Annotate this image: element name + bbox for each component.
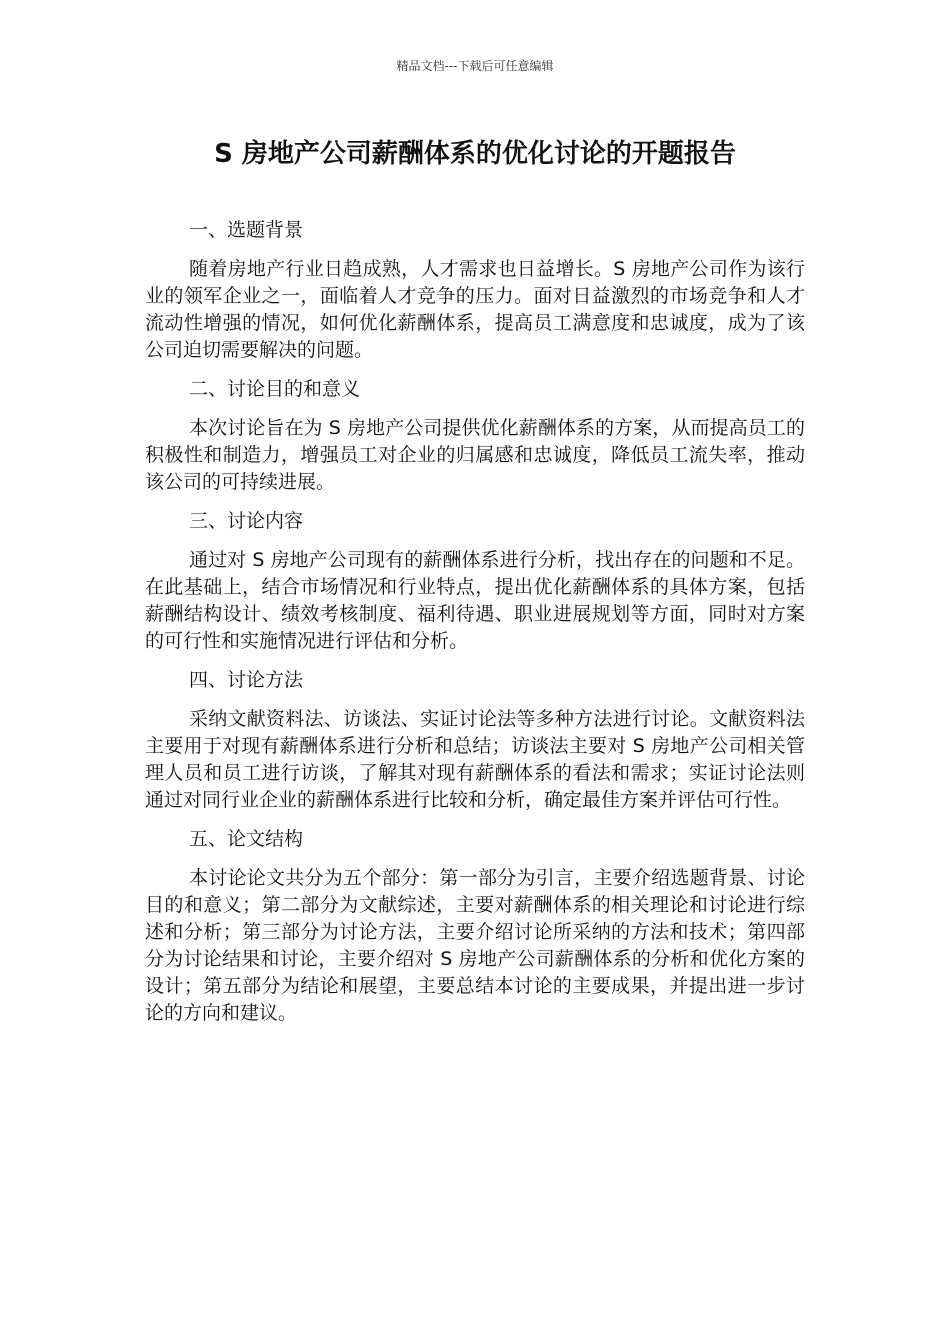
section-background bbox=[145, 217, 805, 364]
section-purpose bbox=[145, 376, 805, 496]
section-paragraph: 本讨论论文共分为五个部分：第一部分为引言，主要介绍选题背景、讨论目的和意义；第二部分为文献综述，主要对薪酬体系的相关理论和讨论进行综述和分析；第三部分为讨论方法，主要介绍讨论所采纳的方法和技术；第四部分为讨论结果和讨论，主要介绍对 S 房地产公司薪酬体系的分析和优化方案的设计；第五部分为结论和展望，主要总结本讨论的主要成果，并提出进一步讨论的方向和建议。 bbox=[145, 867, 805, 1024]
section-heading: 一、选题背景 bbox=[189, 219, 304, 241]
document-title: S 房地产公司薪酬体系的优化讨论的开题报告 bbox=[214, 139, 736, 169]
section-heading: 三、讨论内容 bbox=[189, 510, 304, 532]
section-paragraph: 随着房地产行业日趋成熟，人才需求也日益增长。S 房地产公司作为该行业的领军企业之一，面临着人才竞争的压力。面对日益激烈的市场竞争和人才流动性增强的情况，如何优化薪酬体系，提高员工满意度和忠诚度，成为了该公司迫切需要解决的问题。 bbox=[145, 258, 805, 361]
section-paragraph: 通过对 S 房地产公司现有的薪酬体系进行分析，找出存在的问题和不足。在此基础上，结合市场情况和行业特点，提出优化薪酬体系的具体方案，包括薪酬结构设计、绩效考核制度、福利待遇、职业进展规划等方面，同时对方案的可行性和实施情况进行评估和分析。 bbox=[145, 549, 805, 652]
section-heading: 四、讨论方法 bbox=[189, 669, 304, 691]
section-content bbox=[145, 508, 805, 655]
section-paragraph: 采纳文献资料法、访谈法、实证讨论法等多种方法进行讨论。文献资料法主要用于对现有薪酬体系进行分析和总结；访谈法主要对 S 房地产公司相关管理人员和员工进行访谈，了解其对现有薪酬体系的看法和需求；实证讨论法则通过对同行业企业的薪酬体系进行比较和分析，确定最佳方案并评估可行性。 bbox=[145, 708, 805, 811]
section-paragraph: 本次讨论旨在为 S 房地产公司提供优化薪酬体系的方案，从而提高员工的积极性和制造力，增强员工对企业的归属感和忠诚度，降低员工流失率，推动该公司的可持续进展。 bbox=[145, 417, 805, 493]
section-heading: 五、论文结构 bbox=[189, 828, 304, 850]
section-structure bbox=[145, 826, 805, 1027]
document-body bbox=[145, 217, 805, 1039]
section-methods bbox=[145, 667, 805, 814]
section-heading: 二、讨论目的和意义 bbox=[189, 378, 361, 400]
page-header: 精品文档---下载后可任意编辑 bbox=[396, 59, 554, 73]
